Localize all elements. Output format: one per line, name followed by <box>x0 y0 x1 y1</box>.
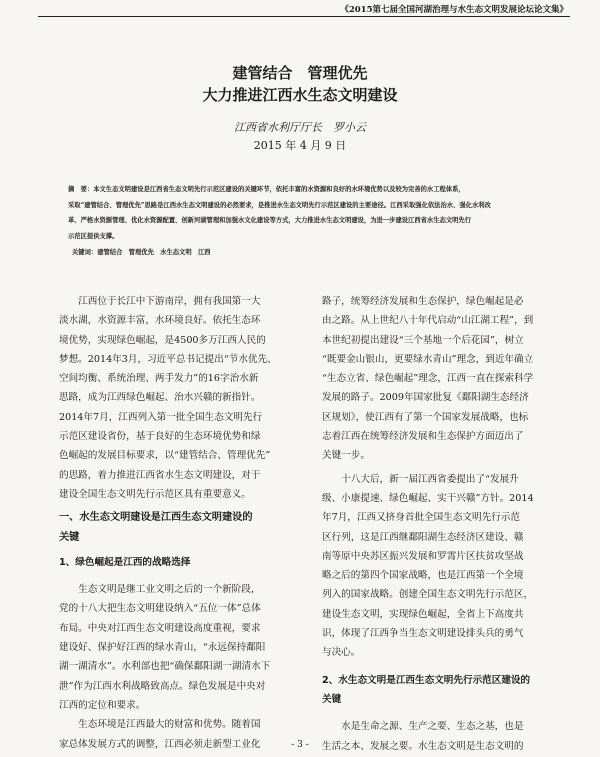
text-line: 识，体现了江西争当生态文明建设排头兵的勇气 <box>322 628 524 640</box>
left-column <box>59 292 295 754</box>
text-line: 建设全国生态文明先行示范区具有重要意义。 <box>59 488 251 500</box>
header-rule <box>38 16 570 17</box>
text-line: 年7月，江西又挤身首批全国生态文明先行示范 <box>322 512 520 524</box>
text-line: 党的十八大把生态文明建设纳入“五位一体”总体 <box>59 603 261 615</box>
text-line: 思路，成为江西绿色崛起、治水兴赣的新指针。 <box>59 392 261 404</box>
abstract-line: 示范区提供支撑。 <box>68 232 119 240</box>
text-line: 家总体发展方式的调整，江西必须走新型工业化 <box>59 738 261 750</box>
abstract-line: 革、严格水资源管理、优化水资源配置、创新河湖管理和加强水文化建设等方式，大力推进水生态文明建设，为进一步建设江西省水生态文明先行 <box>68 217 471 224</box>
text-line: 湖一湖清水”。水利部也把“确保鄱阳湖一湖清水下 <box>59 661 271 673</box>
text-line: 空间均衡、系统治理、两手发力”的16字治水新 <box>59 373 259 385</box>
section-heading-1: 一、水生态文明建设是江西生态文明建设的 <box>59 512 253 524</box>
text-line: 级、小康提速、绿色崛起、实干兴赣”方针。2014 <box>322 492 534 504</box>
text-line: 的思路，着力推进江西省水生态文明建设，对于 <box>59 469 261 481</box>
text-line: 2014年7月，江西列入第一批全国生态文明先行 <box>59 411 263 423</box>
text-line: “生态立省、绿色崛起”理念，江西一直在探索科学 <box>322 373 534 385</box>
text-line: 生活之本、发展之要。水生态文明是生态文明的 <box>322 740 524 752</box>
abstract <box>68 182 558 244</box>
page-number: - 3 - <box>291 740 309 750</box>
text-line: 示范区建设省份，基于良好的生态环境优势和绿 <box>59 431 261 443</box>
author-line: 江西省水利厅厅长 罗小云 <box>234 121 366 134</box>
text-line: 布局。中央对江西生态文明建设高度重视，要求 <box>59 622 261 634</box>
text-line: 境优势，实现绿色崛起，是4500多万江西人民的 <box>59 334 266 346</box>
subsection-heading-2-cont: 关键 <box>322 693 342 705</box>
date-line: 2015 年 4 月 9 日 <box>253 139 347 152</box>
title-line-1: 建管结合 管理优先 <box>232 64 368 82</box>
right-column <box>322 292 558 756</box>
text-line: 略之后的第四个国家战略，也是江西第一个全境 <box>322 570 524 582</box>
text-line: 淡水湖，水资源丰富，水环境良好。依托生态环 <box>59 315 261 327</box>
text-line: 区规划》，使江西有了第一个国家发展战略，也标 <box>322 411 529 423</box>
running-header: 《2015第七届全国河湖治理与水生态文明发展论坛论文集》 <box>340 5 568 15</box>
text-line: 南等原中央苏区振兴发展和罗霄片区扶贫攻坚战 <box>322 550 524 562</box>
text-line: 关键一步。 <box>322 450 370 462</box>
text-line: 志着江西在统筹经济发展和生态保护方面迈出了 <box>322 431 524 443</box>
text-line: 区行列，这是江西继鄱阳湖生态经济区建设、赣 <box>322 531 524 543</box>
text-line: 十八大后，新一届江西省委提出了“发展升 <box>322 473 519 485</box>
section-heading-1-cont: 关键 <box>59 531 80 543</box>
text-line: 江西位于长江中下游南岸，拥有我国第一大 <box>59 296 261 307</box>
text-line: 泄”作为江西水利战略致高点。绿色发展是中央对 <box>59 680 266 692</box>
text-line: 水是生命之源、生产之要、生态之基，也是 <box>322 721 524 733</box>
text-line: 生态文明是继工业文明之后的一个新阶段， <box>59 584 261 596</box>
text-line: “既要金山银山，更要绿水青山”理念，到近年确立 <box>322 353 534 365</box>
subsection-heading-1: 1、绿色崛起是江西的战略选择 <box>59 556 191 568</box>
text-line: 列入的国家战略。创建全国生态文明先行示范区， <box>322 589 534 601</box>
text-line: 生态环境是江西最大的财富和优势。随着国 <box>59 719 261 731</box>
text-line: 本世纪初提出建设“三个基地一个后花园”，树立 <box>322 334 524 346</box>
text-line: 发展的路子。2009年国家批复《鄱阳湖生态经济 <box>322 392 529 404</box>
text-line: 建设生态文明，实现绿色崛起，全省上下高度共 <box>322 608 524 620</box>
keywords: 关键词：建管结合 管理优先 水生态文明 江西 <box>72 249 211 256</box>
abstract-line: 采取“建管结合、管理优先”思路是江西水生态文明建设的必然要求，是推进水生态文明先行示范区建设的主要途径。江西采取强化依法治水、强化水利改 <box>68 201 491 209</box>
subsection-heading-2: 2、水生态文明是江西生态文明先行示范区建设的 <box>322 674 531 686</box>
text-line: 路子，统筹经济发展和生态保护，绿色崛起是必 <box>322 296 524 307</box>
text-line: 建设好、保护好江西的绿水青山，“永远保持鄱阳 <box>59 642 266 654</box>
text-line: 江西的定位和要求。 <box>59 699 146 711</box>
text-line: 梦想。2014年3月，习近平总书记提出“节水优先、 <box>59 353 277 365</box>
text-line: 由之路。从上世纪八十年代启动“山江湖工程”，到 <box>322 315 534 327</box>
text-line: 色崛起的发展目标要求，以“建管结合、管理优先” <box>59 450 271 462</box>
title-line-2: 大力推进江西水生态文明建设 <box>202 86 398 104</box>
abstract-line: 摘 要：本文生态文明建设是江西省生态文明先行示范区建设的关键环节，依托丰富的水资源和良好的水环境优势以及较为完善的水工程体系， <box>68 186 465 193</box>
text-line: 与决心。 <box>322 647 361 659</box>
